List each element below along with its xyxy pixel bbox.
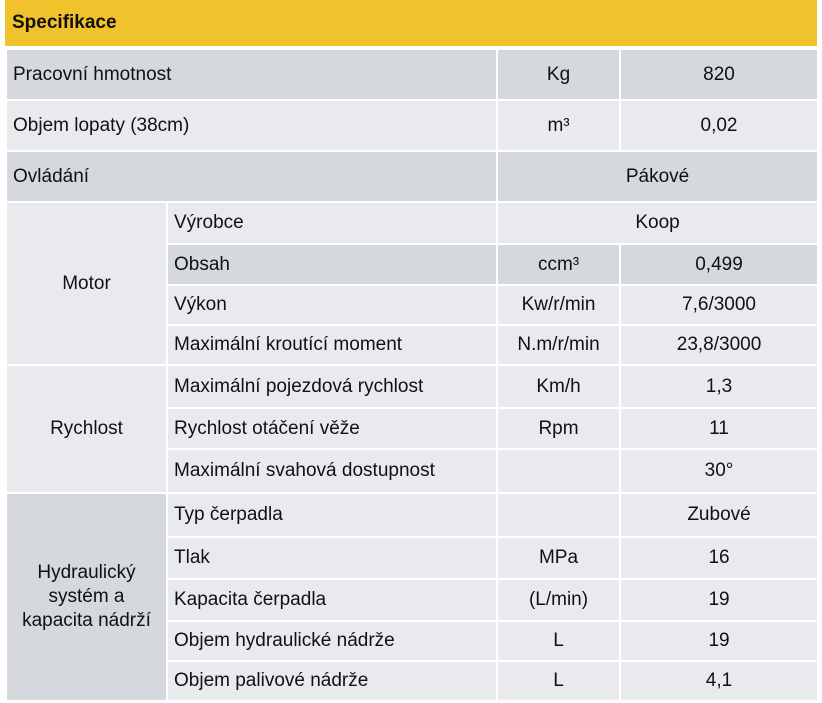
- row-value: Pákové: [497, 151, 818, 202]
- row-label: Maximální pojezdová rychlost: [167, 365, 497, 408]
- group-label-line: kapacita nádrží: [22, 610, 151, 631]
- row-label: Typ čerpadla: [167, 493, 497, 537]
- row-value: Koop: [497, 202, 818, 244]
- row-value: Zubové: [620, 493, 818, 537]
- row-label: Objem lopaty (38cm): [6, 100, 497, 151]
- row-unit: N.m/r/min: [497, 325, 620, 365]
- row-unit: L: [497, 621, 620, 661]
- row-label: Maximální kroutící moment: [167, 325, 497, 365]
- row-value: 4,1: [620, 661, 818, 701]
- row-unit: m³: [497, 100, 620, 151]
- table-row: [6, 49, 818, 100]
- row-value: 19: [620, 621, 818, 661]
- row-value: 7,6/3000: [620, 285, 818, 325]
- row-value: 16: [620, 537, 818, 579]
- row-value: 1,3: [620, 365, 818, 408]
- table-row: [6, 365, 818, 408]
- row-unit: MPa: [497, 537, 620, 579]
- group-label-speed: Rychlost: [6, 365, 167, 493]
- row-label: Obsah: [167, 244, 497, 285]
- row-label: Maximální svahová dostupnost: [167, 449, 497, 493]
- table-row: [6, 100, 818, 151]
- row-value: 0,499: [620, 244, 818, 285]
- row-unit: (L/min): [497, 579, 620, 621]
- group-label-motor: Motor: [6, 202, 167, 365]
- row-value: 820: [620, 49, 818, 100]
- group-label-line: Hydraulický: [37, 562, 136, 583]
- row-unit: [497, 449, 620, 493]
- table-row: [6, 493, 818, 537]
- row-label: Pracovní hmotnost: [6, 49, 497, 100]
- table-row: [6, 202, 818, 244]
- row-unit-empty: [497, 493, 620, 537]
- group-label-line: systém a: [48, 586, 125, 607]
- row-value: 30°: [620, 449, 818, 493]
- row-unit: L: [497, 661, 620, 701]
- table-row: [6, 151, 818, 202]
- spec-table: [5, 48, 819, 702]
- table-title: Specifikace: [5, 0, 817, 48]
- row-label: Výkon: [167, 285, 497, 325]
- row-label: Kapacita čerpadla: [167, 579, 497, 621]
- row-unit: Rpm: [497, 408, 620, 449]
- group-label-hydraulic: [6, 493, 167, 701]
- spec-table-container: [5, 0, 817, 702]
- row-value: 19: [620, 579, 818, 621]
- row-value: 23,8/3000: [620, 325, 818, 365]
- row-unit: Kg: [497, 49, 620, 100]
- row-value: 11: [620, 408, 818, 449]
- row-label: Ovládání: [6, 151, 497, 202]
- row-label: Objem hydraulické nádrže: [167, 621, 497, 661]
- row-label: Objem palivové nádrže: [167, 661, 497, 701]
- row-label: Výrobce: [167, 202, 497, 244]
- row-label: Rychlost otáčení věže: [167, 408, 497, 449]
- row-value: 0,02: [620, 100, 818, 151]
- row-unit: Km/h: [497, 365, 620, 408]
- row-label: Tlak: [167, 537, 497, 579]
- row-unit: Kw/r/min: [497, 285, 620, 325]
- row-unit: ccm³: [497, 244, 620, 285]
